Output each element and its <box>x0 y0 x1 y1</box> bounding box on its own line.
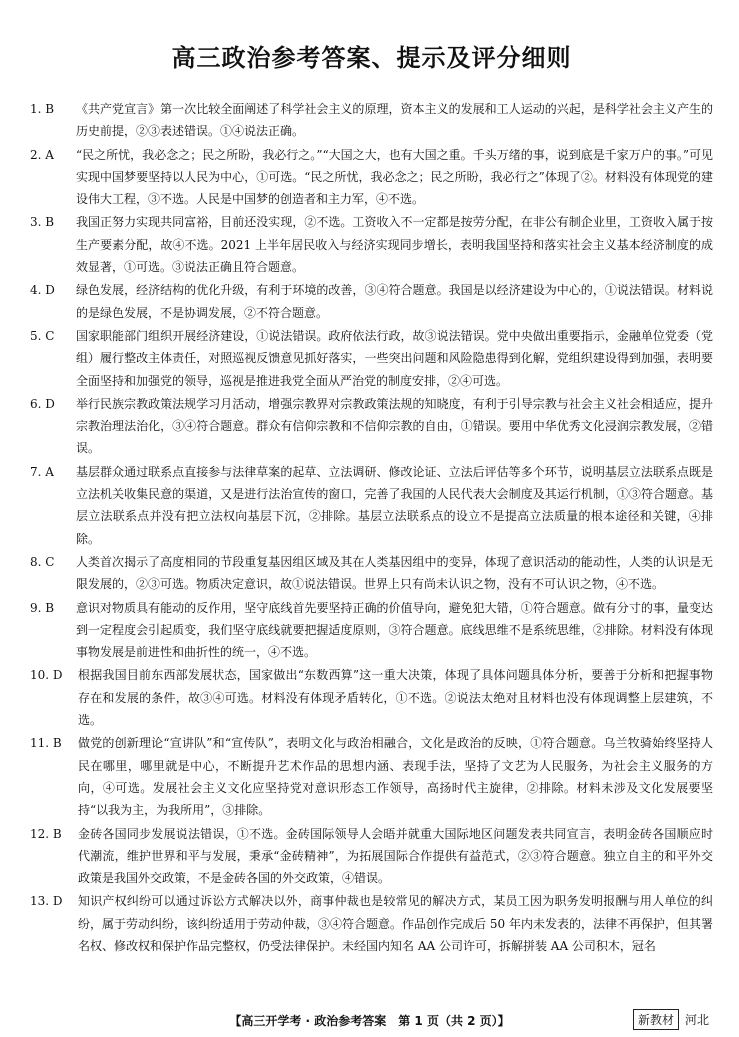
answer-explanation: 知识产权纠纷可以通过诉讼方式解决以外，商事仲裁也是较常见的解决方式，某员工因为职务发明报酬与用人单位的纠纷，属于劳动纠纷，该纠纷适用于劳动仲裁，③④符合题意。作品创作完成后 50 年内未发表的，法律不再保护，但其署名权、修改权和保护作品完整权，仍受法律保护。未经国内知名 AA 公司许可，拆解拼装 AA 公司积木，冠名 <box>78 894 713 953</box>
answer-number: 3. B <box>30 215 55 230</box>
answer-list <box>30 98 713 957</box>
answer-number: 12. B <box>30 826 62 841</box>
answer-explanation: 国家职能部门组织开展经济建设，①说法错误。政府依法行政，故③说法错误。党中央做出重要指示，金融单位党委（党组）履行整改主体责任，对照巡视反馈意见抓好落实，一些突出问题和风险隐患得到化解，党组织建设得到加强，表明要全面坚持和加强党的领导，巡视是推进我党全面从严治党的制度安排，②④可选。 <box>76 328 713 388</box>
answer-explanation: 根据我国目前东西部发展状态，国家做出“东数西算”这一重大决策，体现了具体问题具体分析，要善于分析和把握事物存在和发展的条件，故③④可选。材料没有体现矛盾转化，①不选。②说法太绝对且材料也没有体现调整上层建筑，不选。 <box>78 668 713 728</box>
answer-item <box>30 664 713 731</box>
answer-number: 4. D <box>30 283 55 298</box>
answer-explanation: 《共产党宣言》第一次比较全面阐述了科学社会主义的原理，资本主义的发展和工人运动的兴起，是科学社会主义产生的历史前提，②③表述错误。①④说法正确。 <box>76 102 713 139</box>
answer-number: 5. C <box>30 328 55 343</box>
answer-explanation: 我国正努力实现共同富裕，目前还没实现，②不选。工资收入不一定都是按劳分配，在非公有制企业里，工资收入属于按生产要素分配，故④不选。2021 上半年居民收入与经济实现同步增长，表明我国坚持和落实社会主义基本经济制度的成效显著，①可选。③说法正确且符合题意。 <box>76 215 713 275</box>
answer-number: 6. D <box>30 396 55 411</box>
answer-number: 13. D <box>30 894 63 909</box>
answer-number: 9. B <box>30 600 55 615</box>
answer-explanation: 金砖各国同步发展说法错误，①不选。金砖国际领导人会晤并就重大国际地区问题发表共同宣言，表明金砖各国顺应时代潮流，维护世界和平与发展，秉承“金砖精神”，为拓展国际合作提供有益范式，②③符合题意。独立自主的和平外交政策是我国外交政策，不是金砖各国的外交政策，④错误。 <box>78 826 713 886</box>
answer-item <box>30 890 713 957</box>
region-label: 河北 <box>684 1013 709 1027</box>
answer-number: 10. D <box>30 668 63 683</box>
answer-number: 7. A <box>30 464 54 479</box>
page-footer <box>0 1008 739 1028</box>
answer-number: 8. C <box>30 554 55 569</box>
footer-tags <box>633 1009 709 1030</box>
answer-item <box>30 98 713 143</box>
answer-number: 11. B <box>30 736 62 751</box>
answer-explanation: 意识对物质具有能动的反作用，坚守底线首先要坚持正确的价值导向，避免犯大错，①符合题意。做有分寸的事，量变达到一定程度会引起质变，我们坚守底线就要把握适度原则，③符合题意。底线思维不是系统思维，②排除。材料没有体现事物发展是前进性和曲折性的统一，④不选。 <box>76 600 713 660</box>
edition-badge: 新教材 <box>633 1009 679 1030</box>
answer-item <box>30 279 713 324</box>
answer-item <box>30 732 713 821</box>
answer-item <box>30 393 713 460</box>
answer-explanation: 人类首次揭示了高度相同的节段重复基因组区域及其在人类基因组中的变异，体现了意识活动的能动性，人类的认识是无限发展的，②③可选。物质决定意识，故①说法错误。世界上只有尚未认识之物，没有不可认识之物，④不选。 <box>76 554 713 592</box>
answer-item <box>30 325 713 392</box>
answer-item <box>30 461 713 550</box>
answer-explanation: 做党的创新理论“宣讲队”和“宣传队”，表明文化与政治相融合，文化是政治的反映，①符合题意。乌兰牧骑始终坚持人民在哪里，哪里就是中心，不断提升艺术作品的思想内涵、表现手法，坚持了文艺为人民服务，为社会主义服务的方向，④可选。发展社会主义文化应坚持党对意识形态工作领导，高扬时代主旋律，②排除。材料未涉及文化发展要坚持“以我为主，为我所用”，③排除。 <box>78 736 713 818</box>
answer-item <box>30 144 713 211</box>
answer-number: 1. B <box>30 102 55 116</box>
answer-explanation: 基层群众通过联系点直接参与法律草案的起草、立法调研、修改论证、立法后评估等多个环节，说明基层立法联系点既是立法机关收集民意的渠道，又是进行法治宣传的窗口，完善了我国的人民代表大会制度及其运行机制，①③符合题意。基层立法联系点并没有把立法权向基层下沉，②排除。基层立法联系点的设立不是提高立法质量的根本途径和关键，④排除。 <box>76 464 713 546</box>
answer-item <box>30 823 713 890</box>
answer-item <box>30 211 713 278</box>
answer-item <box>30 597 713 664</box>
footer-page-info: 【高三开学考 · 政治参考答案 第 1 页（共 2 页）】 <box>229 1014 510 1028</box>
answer-explanation: 绿色发展，经济结构的优化升级，有利于环境的改善，③④符合题意。我国是以经济建设为中心的，①说法错误。材料说的是绿色发展，不是协调发展，②不符合题意。 <box>76 283 713 320</box>
answer-number: 2. A <box>30 147 54 162</box>
answer-item <box>30 551 713 596</box>
answer-explanation: “民之所忧，我必念之；民之所盼，我必行之。”“大国之大，也有大国之重。千头万绪的事，说到底是千家万户的事。”可见实现中国梦要坚持以人民为中心，①可选。“民之所忧，我必念之；民之所盼，我必行之”体现了②。材料没有体现党的建设伟大工程，③不选。人民是中国梦的创造者和主力军，④不选。 <box>76 147 713 207</box>
answer-explanation: 举行民族宗教政策法规学习月活动，增强宗教界对宗教政策法规的知晓度，有利于引导宗教与社会主义社会相适应，提升宗教治理法治化，③④符合题意。群众有信仰宗教和不信仰宗教的自由，①错误。要用中华优秀文化浸润宗教发展，②错误。 <box>76 396 713 456</box>
page-title: 高三政治参考答案、提示及评分细则 <box>171 44 572 72</box>
